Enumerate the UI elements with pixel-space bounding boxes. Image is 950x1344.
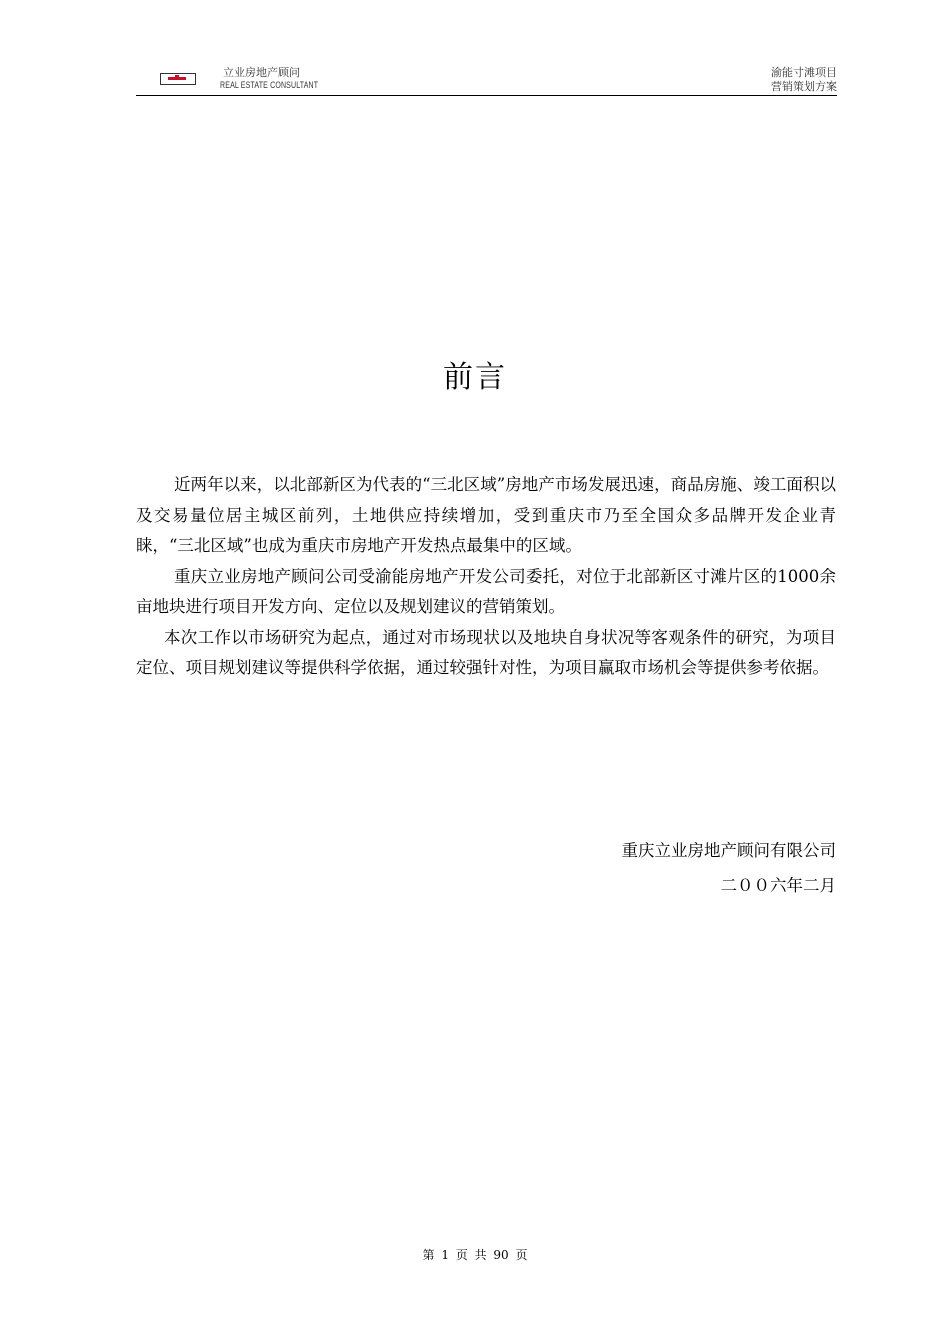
company-name-en: REAL ESTATE CONSULTANT xyxy=(220,80,319,90)
page-number: 第 1 页 共 90 页 xyxy=(422,1248,528,1262)
logo-mark xyxy=(175,75,179,78)
company-name-cn: 立业房地产顾问 xyxy=(223,66,300,79)
paragraph: 近两年以来，以北部新区为代表的“三北区域”房地产市场发展迅速，商品房施、竣工面积以及交易量位居主城区前列，土地供应持续增加，受到重庆市乃至全国众多品牌开发企业青睐，“三北区域”也成为重庆市房地产开发热点最集中的区域。 xyxy=(136,475,836,555)
paragraph: 本次工作以市场研究为起点，通过对市场现状以及地块自身状况等客观条件的研究，为项目定位、项目规划建议等提供科学依据，通过较强针对性，为项目赢取市场机会等提供参考依据。 xyxy=(136,627,836,677)
project-name: 渝能寸滩项目 xyxy=(771,66,837,79)
paragraph: 重庆立业房地产顾问公司受渝能房地产开发公司委托，对位于北部新区寸滩片区的1000余亩地块进行项目开发方向、定位以及规划建议的营销策划。 xyxy=(136,566,836,616)
company-logo xyxy=(160,73,196,85)
document-type: 营销策划方案 xyxy=(771,80,837,93)
page-header xyxy=(136,62,837,96)
signature-date: 二００六年二月 xyxy=(720,876,836,895)
signature-company: 重庆立业房地产顾问有限公司 xyxy=(621,841,836,860)
page-title: 前言 xyxy=(443,360,507,396)
preface-body xyxy=(136,470,836,684)
